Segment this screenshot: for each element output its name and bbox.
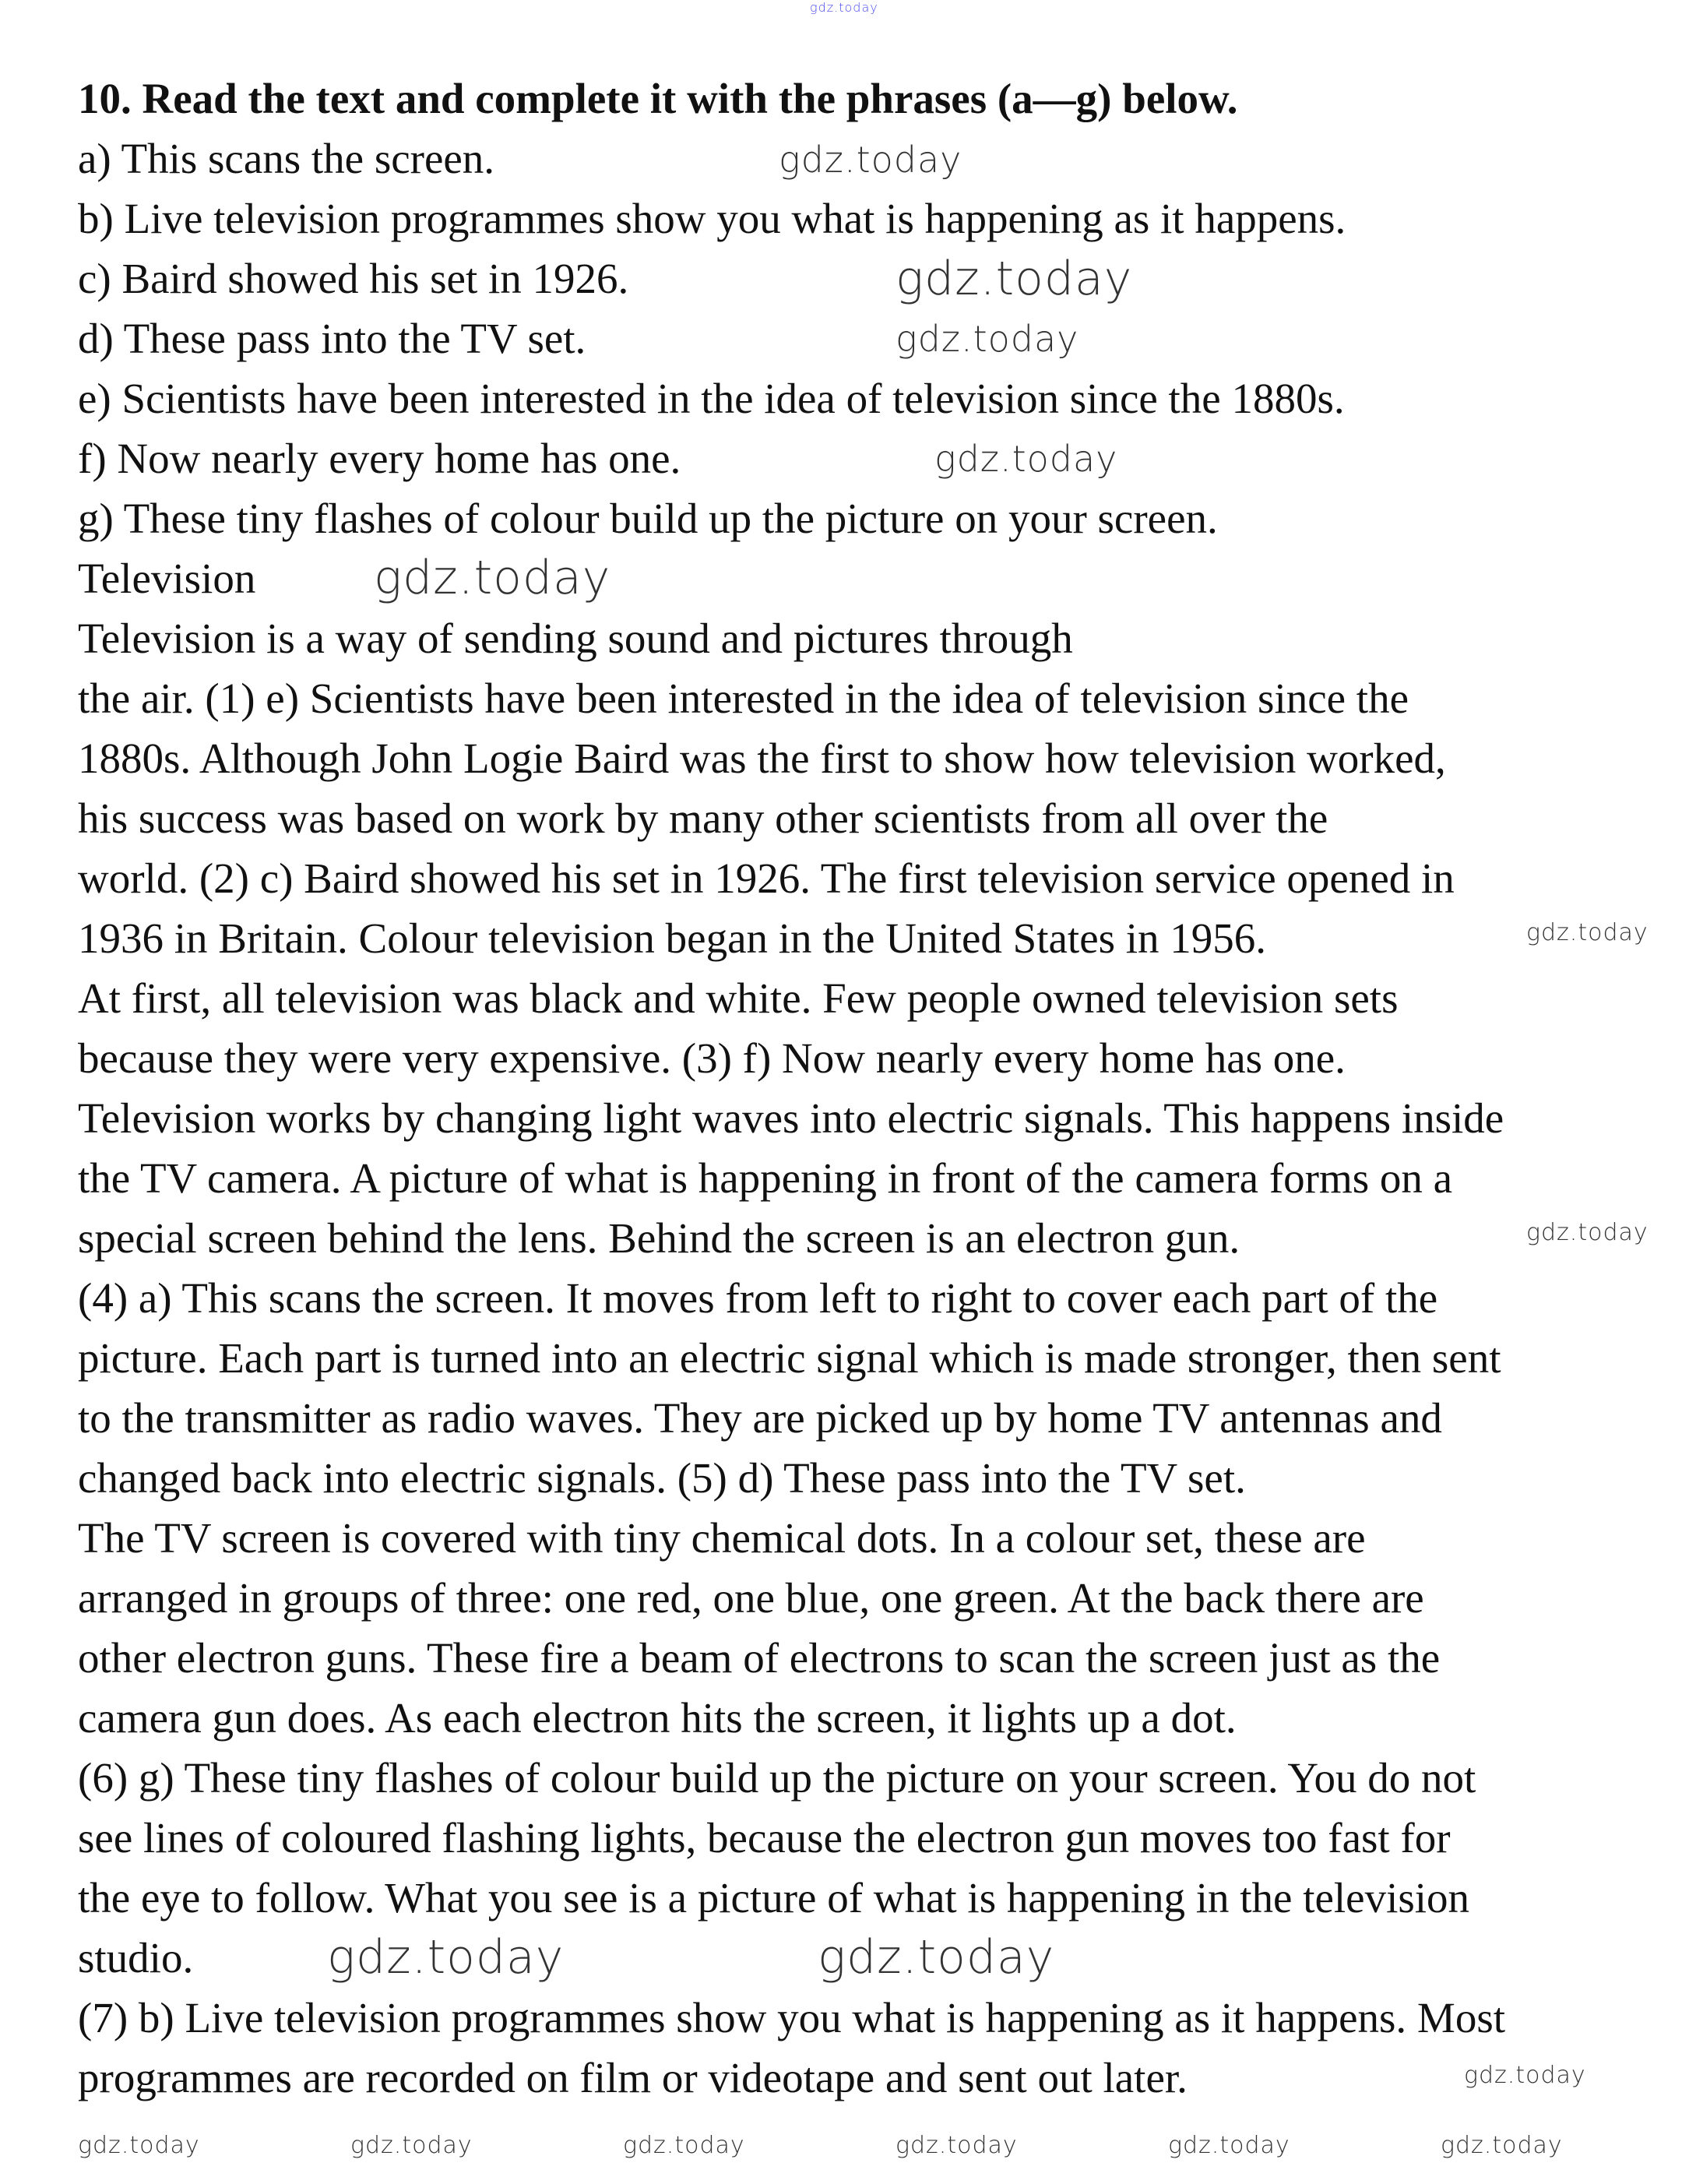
watermark: gdz.today xyxy=(1441,2132,1563,2159)
text-line: (4) a) This scans the screen. It moves from left to right to cover each part of the xyxy=(78,1274,1438,1322)
text-line: (7) b) Live television programmes show you what is happening as it happens. Most xyxy=(78,1994,1506,2041)
phrase-c: c) Baird showed his set in 1926. xyxy=(78,255,629,302)
text-line: The TV screen is covered with tiny chemical dots. In a colour set, these are xyxy=(78,1514,1366,1562)
text-line: studio. xyxy=(78,1934,194,1981)
text-line: programmes are recorded on film or videotape and sent out later. xyxy=(78,2054,1188,2101)
watermark: gdz.today xyxy=(896,252,1133,306)
watermark: gdz.today xyxy=(374,551,611,605)
phrase-a: a) This scans the screen. xyxy=(78,135,495,182)
watermark: gdz.today xyxy=(896,2132,1018,2159)
text-line: the eye to follow. What you see is a picture of what is happening in the television xyxy=(78,1874,1470,1922)
watermark: gdz.today xyxy=(1168,2132,1290,2159)
text-line: Television is a way of sending sound and pictures through xyxy=(78,615,1073,662)
watermark: gdz.today xyxy=(779,139,962,181)
text-line: world. (2) c) Baird showed his set in 1926. The first television service opened in xyxy=(78,854,1455,902)
text-line: his success was based on work by many other scientists from all over the xyxy=(78,794,1328,842)
exercise-heading: 10. Read the text and complete it with the phrases (a—g) below. xyxy=(78,75,1238,122)
watermark: gdz.today xyxy=(934,438,1118,480)
watermark: gdz.today xyxy=(350,2132,473,2159)
watermark: gdz.today xyxy=(896,318,1079,360)
phrase-b: b) Live television programmes show you what is happening as it happens. xyxy=(78,195,1346,242)
watermark: gdz.today xyxy=(623,2132,745,2159)
text-line: see lines of coloured flashing lights, because the electron gun moves too fast for xyxy=(78,1814,1451,1862)
phrase-f: f) Now nearly every home has one. xyxy=(78,435,681,482)
text-line: picture. Each part is turned into an electric signal which is made stronger, then sent xyxy=(78,1334,1501,1382)
watermark: gdz.today xyxy=(1464,2062,1586,2089)
text-line: Television works by changing light waves into electric signals. This happens inside xyxy=(78,1094,1504,1142)
text-line: At first, all television was black and white. Few people owned television sets xyxy=(78,974,1399,1022)
watermark: gdz.today xyxy=(78,2132,200,2159)
phrase-e: e) Scientists have been interested in the idea of television since the 1880s. xyxy=(78,375,1345,422)
watermark: gdz.today xyxy=(810,0,878,15)
text-line: special screen behind the lens. Behind the screen is an electron gun. xyxy=(78,1214,1240,1262)
watermark: gdz.today xyxy=(1526,1219,1649,1246)
phrase-d: d) These pass into the TV set. xyxy=(78,315,586,362)
watermark: gdz.today xyxy=(818,1930,1055,1985)
watermark: gdz.today xyxy=(1526,919,1649,946)
text-line: to the transmitter as radio waves. They are picked up by home TV antennas and xyxy=(78,1394,1442,1442)
text-line: other electron guns. These fire a beam of electrons to scan the screen just as the xyxy=(78,1634,1441,1682)
watermark: gdz.today xyxy=(327,1930,565,1985)
text-title: Television xyxy=(78,555,256,602)
text-line: camera gun does. As each electron hits the screen, it lights up a dot. xyxy=(78,1694,1237,1742)
phrase-g: g) These tiny flashes of colour build up the picture on your screen. xyxy=(78,495,1218,542)
text-line: the TV camera. A picture of what is happening in front of the camera forms on a xyxy=(78,1154,1453,1202)
text-line: 1936 in Britain. Colour television began in the United States in 1956. xyxy=(78,914,1267,962)
text-line: because they were very expensive. (3) f) Now nearly every home has one. xyxy=(78,1034,1346,1082)
text-line: the air. (1) e) Scientists have been interested in the idea of television since the xyxy=(78,675,1409,722)
text-line: arranged in groups of three: one red, one blue, one green. At the back there are xyxy=(78,1574,1424,1622)
text-line: (6) g) These tiny flashes of colour build up the picture on your screen. You do not xyxy=(78,1754,1476,1802)
text-line: 1880s. Although John Logie Baird was the first to show how television worked, xyxy=(78,734,1446,782)
text-line: changed back into electric signals. (5) d) These pass into the TV set. xyxy=(78,1454,1246,1502)
